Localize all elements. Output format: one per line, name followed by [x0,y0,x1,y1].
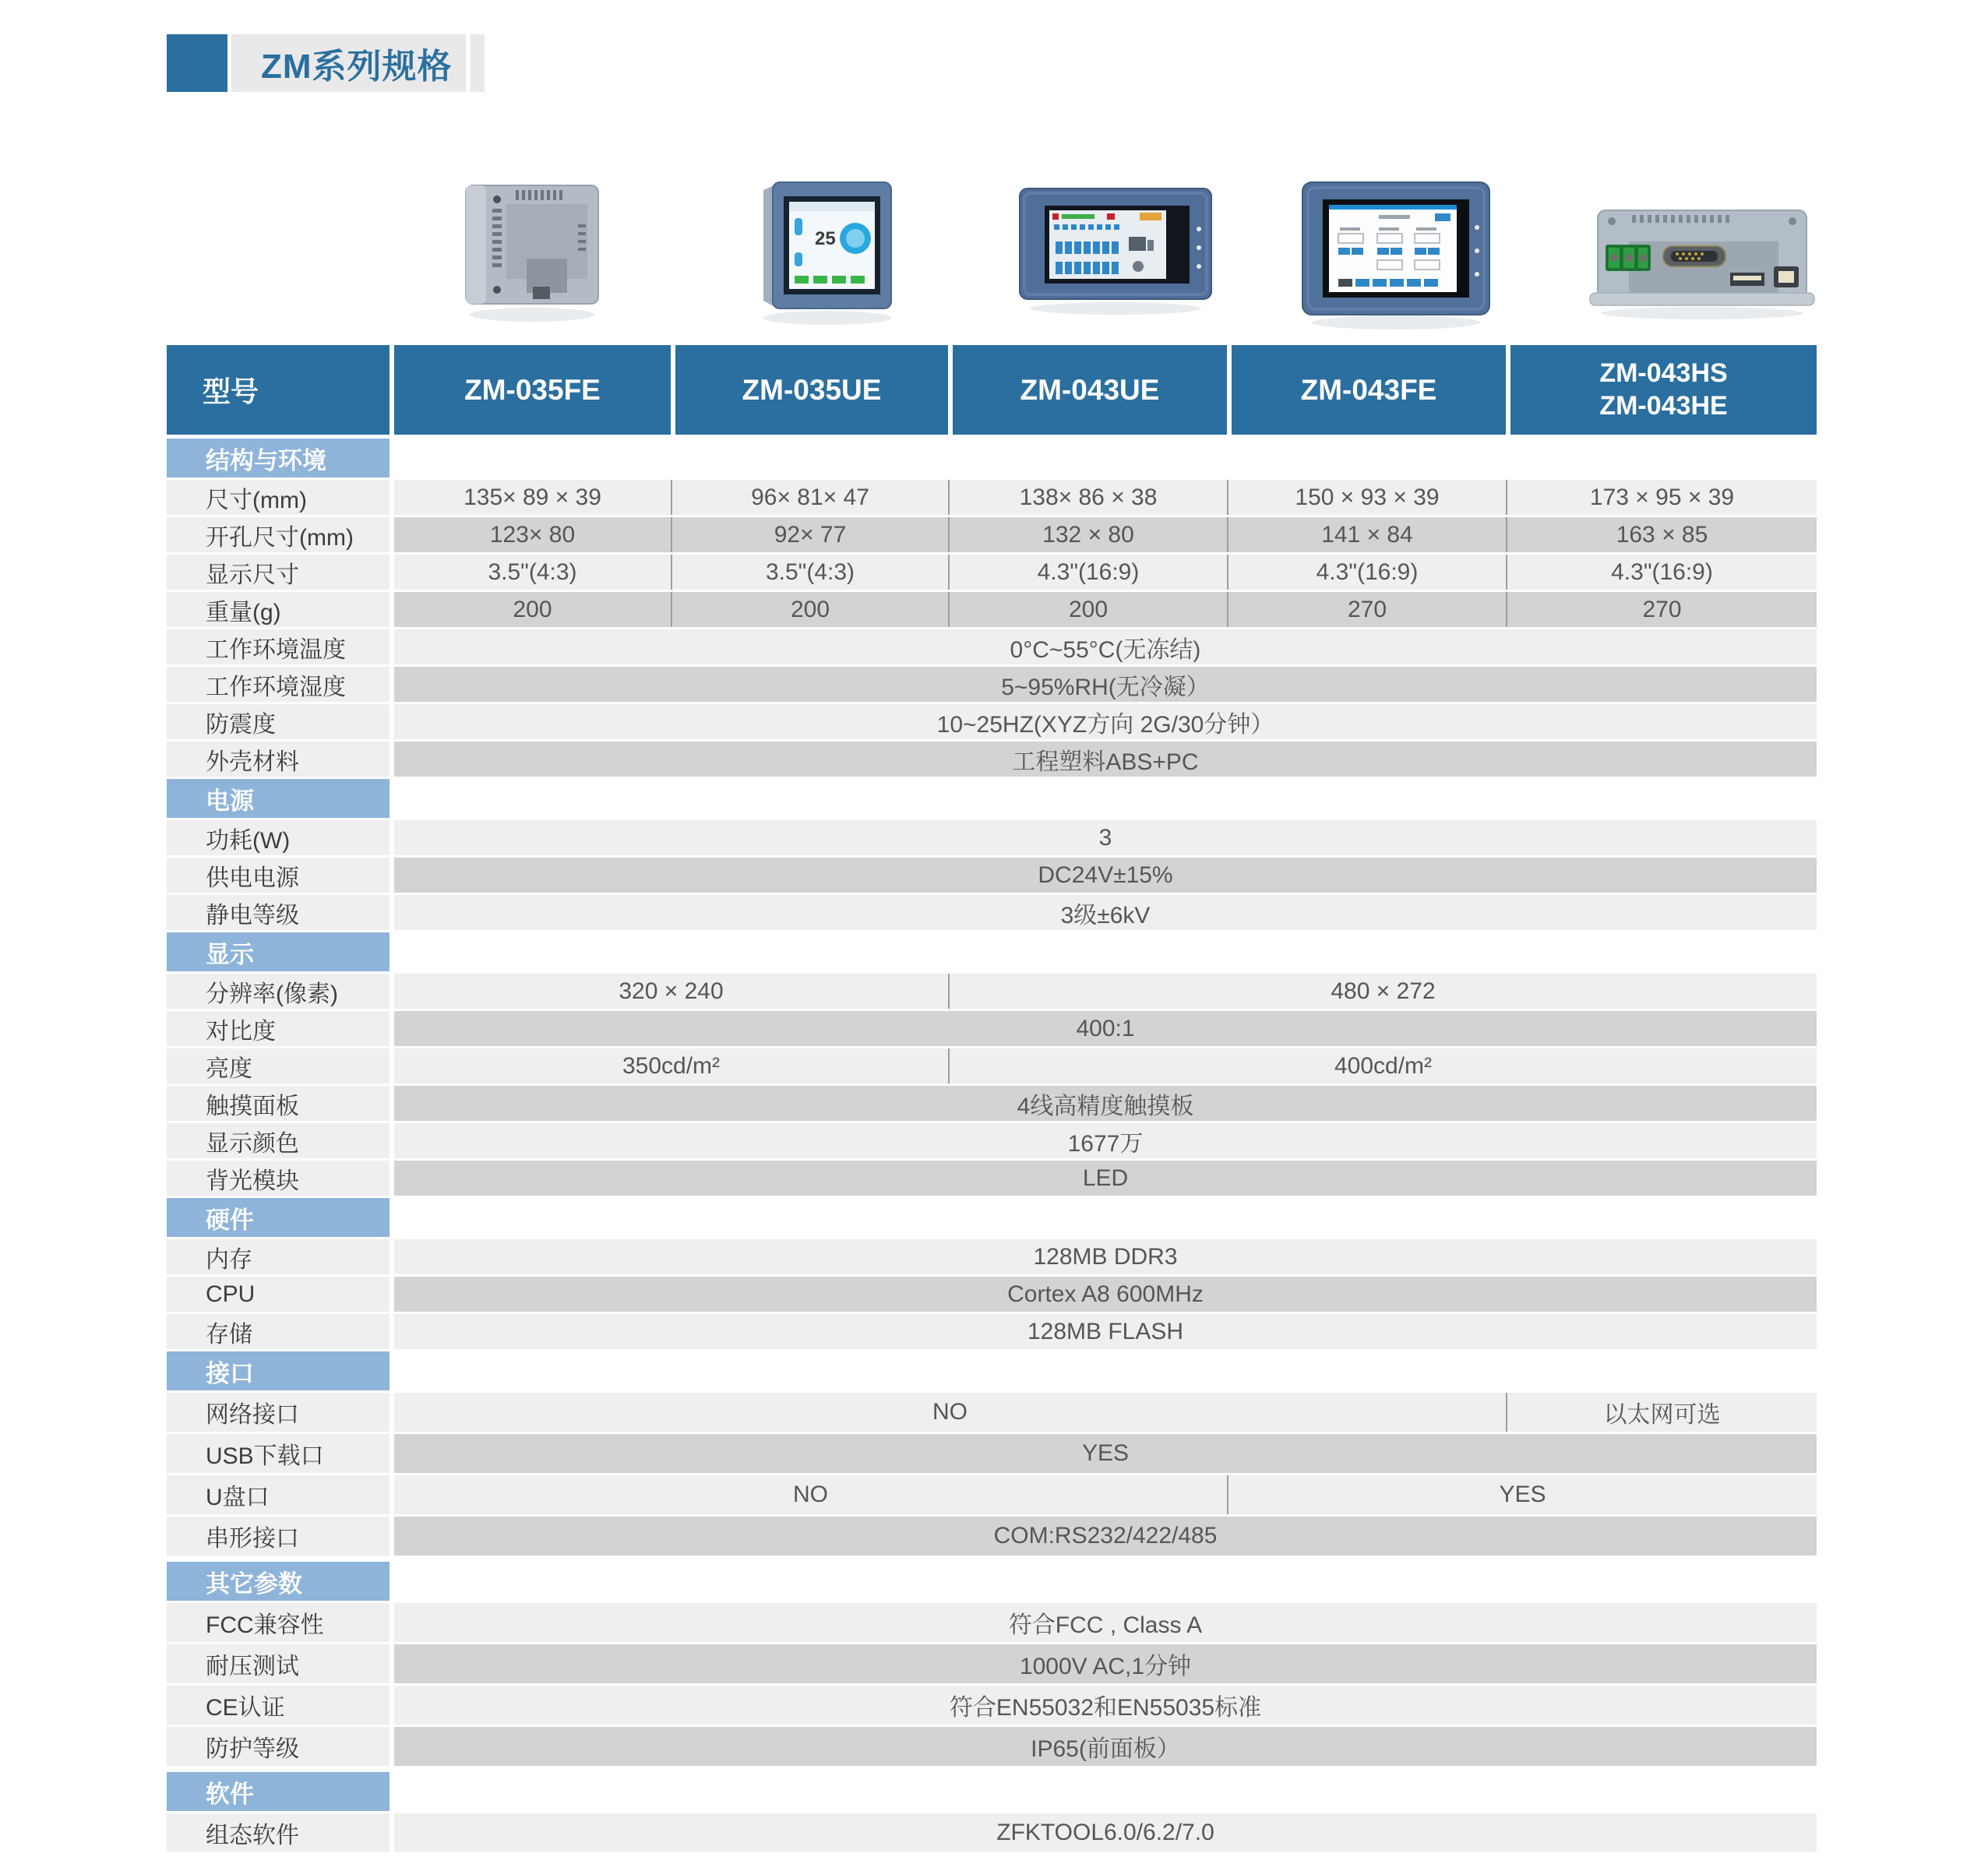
row-resolution [167,974,1817,1009]
row-label: 功耗(W) [167,820,389,855]
product-photo-zm043hs-rear [1585,204,1819,321]
row-label: 分辨率(像素) [167,974,389,1009]
row-label: 工作环境温度 [167,629,389,664]
row-label: 尺寸(mm) [167,480,389,515]
row-esd-level [167,895,1817,930]
row-label: 静电等级 [167,895,389,930]
row-label: FCC兼容性 [167,1603,389,1642]
row-label: 显示尺寸 [167,555,389,590]
row-value: 4线高精度触摸板 [394,1086,1817,1121]
row-label: 串形接口 [167,1517,389,1556]
row-value: LED [394,1161,1817,1196]
svg-text:25: 25 [815,228,836,249]
page-title-bar [231,34,466,92]
row-memory [167,1239,1817,1274]
section-power: 电源 [167,779,389,818]
product-photo-zm043fe-front [1298,179,1494,332]
model-header-zm043hs-he [1506,345,1817,435]
row-values: 123× 80 92× 77 132 × 80 141 × 84 163 × 85 [394,517,1817,552]
model-name-line2: ZM-043HE [1599,390,1728,421]
row-power-consumption [167,820,1817,855]
row-value: 1000V AC,1分钟 [394,1644,1817,1683]
row-label: 重量(g) [167,592,389,627]
row-label: 背光模块 [167,1161,389,1196]
row-weight [167,592,1817,627]
row-value: 128MB FLASH [394,1314,1817,1349]
row-value: 3 [394,820,1817,855]
product-photo-zm043ue-front [1015,185,1216,316]
row-serial-port [167,1517,1817,1556]
model-header-zm043ue: ZM-043UE [948,345,1227,435]
row-usb-disk-port [167,1475,1817,1514]
row-value: YES [394,1434,1817,1473]
row-value: 3级±6kV [394,895,1817,930]
row-label: 触摸面板 [167,1086,389,1121]
row-label: 亮度 [167,1048,389,1083]
row-value: 128MB DDR3 [394,1239,1817,1274]
row-value: ZFKTOOL6.0/6.2/7.0 [394,1813,1817,1852]
row-label: U盘口 [167,1475,389,1514]
row-values: 200 200 200 270 270 [394,592,1817,627]
row-label: 显示颜色 [167,1123,389,1158]
row-vibration [167,704,1817,739]
row-operating-temp [167,629,1817,664]
title-bar-tail [471,34,485,92]
row-size [167,480,1817,515]
row-value: DC24V±15% [394,858,1817,893]
row-label: 对比度 [167,1011,389,1046]
row-touch-panel [167,1086,1817,1121]
model-header-row [167,345,1817,435]
row-label: USB下载口 [167,1434,389,1473]
row-values: 320 × 240 480 × 272 [394,974,1817,1009]
section-hardware: 硬件 [167,1198,389,1237]
row-value: 0°C~55°C(无冻结) [394,629,1817,664]
page-title: ZM系列规格 [261,48,453,86]
row-label: 组态软件 [167,1813,389,1852]
product-photo-zm035fe-rear [461,178,603,326]
row-value: 400:1 [394,1011,1817,1046]
section-structure-environment: 结构与环境 [167,439,389,477]
section-interface: 接口 [167,1351,389,1390]
product-photo-zm035ue-front [749,178,902,327]
row-label: 网络接口 [167,1393,389,1432]
row-config-software [167,1813,1817,1852]
section-display: 显示 [167,932,389,971]
row-usb-download-port [167,1434,1817,1473]
row-storage [167,1314,1817,1349]
row-label: 外壳材料 [167,742,389,777]
row-label: 供电电源 [167,858,389,893]
row-label: 防震度 [167,704,389,739]
section-software: 软件 [167,1772,389,1811]
section-other-params: 其它参数 [167,1562,389,1601]
spec-table [167,345,1817,1855]
row-label: 开孔尺寸(mm) [167,517,389,552]
row-display-colors [167,1123,1817,1158]
row-network-port [167,1393,1817,1432]
row-backlight [167,1161,1817,1196]
model-name-line1: ZM-043HS [1599,358,1728,389]
row-value: Cortex A8 600MHz [394,1277,1817,1312]
row-fcc [167,1603,1817,1642]
row-value: 符合FCC , Class A [394,1603,1817,1642]
row-values: 135× 89 × 39 96× 81× 47 138× 86 × 38 150 × 93 × 39 173 × 95 × 39 [394,480,1817,515]
row-cpu [167,1277,1817,1312]
row-value: COM:RS232/422/485 [394,1517,1817,1556]
row-label: CPU [167,1277,389,1312]
model-header-zm043fe: ZM-043FE [1227,345,1506,435]
row-value: 5~95%RH(无冷凝） [394,667,1817,702]
row-operating-humidity [167,667,1817,702]
row-contrast [167,1011,1817,1046]
row-power-supply [167,858,1817,893]
row-label: 耐压测试 [167,1644,389,1683]
row-value: 符合EN55032和EN55035标准 [394,1686,1817,1725]
row-cutout-size [167,517,1817,552]
row-housing-material [167,742,1817,777]
row-display-size [167,555,1817,590]
row-label: 存储 [167,1314,389,1349]
row-values: 3.5"(4:3) 3.5"(4:3) 4.3"(16:9) 4.3"(16:9) 4.3"(16:9) [394,555,1817,590]
row-value: IP65(前面板） [394,1727,1817,1766]
row-ip-rating [167,1727,1817,1766]
row-label: 工作环境湿度 [167,667,389,702]
row-values: 350cd/m² 400cd/m² [394,1048,1817,1083]
row-voltage-test [167,1644,1817,1683]
row-ce [167,1686,1817,1725]
model-header-label: 型号 [167,345,389,435]
row-value: 10~25HZ(XYZ方向 2G/30分钟） [394,704,1817,739]
model-header-zm035fe: ZM-035FE [394,345,671,435]
model-header-zm035ue: ZM-035UE [671,345,948,435]
row-brightness [167,1048,1817,1083]
row-label: CE认证 [167,1686,389,1725]
row-value: 工程塑料ABS+PC [394,742,1817,777]
row-label: 防护等级 [167,1727,389,1766]
row-values: NO 以太网可选 [394,1393,1817,1432]
row-value: 1677万 [394,1123,1817,1158]
row-label: 内存 [167,1239,389,1274]
model-header-cells [394,345,1817,435]
row-values: NO YES [394,1475,1817,1514]
title-accent-square [167,34,227,92]
